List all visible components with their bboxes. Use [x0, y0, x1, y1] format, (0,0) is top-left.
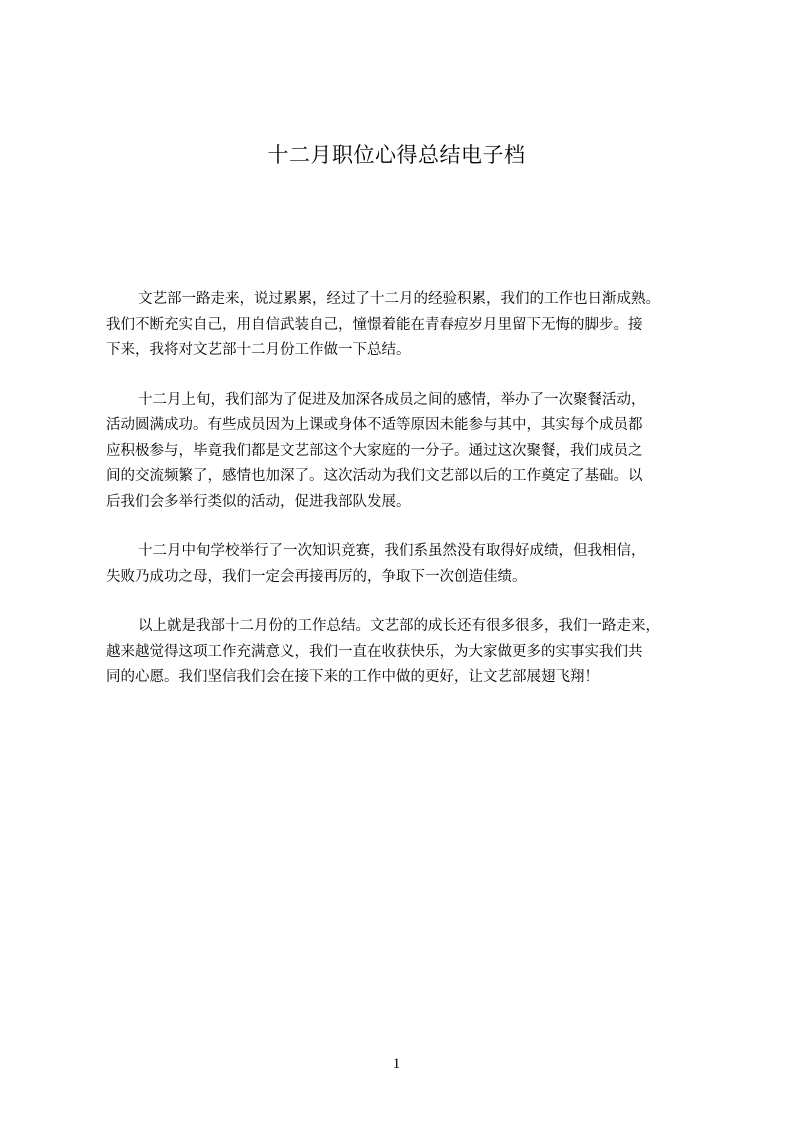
paragraph-4 [106, 614, 696, 691]
paragraph-line: 文艺部一路走来，说过累累，经过了十二月的经验积累，我们的工作也日渐成熟。 [138, 291, 660, 307]
paragraph-line: 活动圆满成功。有些成员因为上课或身体不适等原因未能参与其中，其实每个成员都 [106, 417, 643, 433]
paragraph-line: 同的心愿。我们坚信我们会在接下来的工作中做的更好，让文艺部展翅飞翔！ [106, 669, 599, 685]
paragraph-line: 失败乃成功之母，我们一定会再接再厉的，争取下一次创造佳绩。 [106, 568, 527, 585]
paragraph-1 [106, 287, 696, 364]
paragraph-3 [106, 539, 696, 590]
paragraph-line: 下来，我将对文艺部十二月份工作做一下总结。 [106, 342, 411, 358]
paragraph-line: 间的交流频繁了，感情也加深了。这次活动为我们文艺部以后的工作奠定了基础。以 [106, 468, 643, 484]
paragraph-line: 以上就是我部十二月份的工作总结。文艺部的成长还有很多很多，我们一路走来， [138, 618, 660, 634]
paragraph-line: 我们不断充实自己，用自信武装自己，憧憬着能在青春痘岁月里留下无悔的脚步。接 [106, 316, 643, 333]
paragraph-2 [106, 388, 696, 516]
page-number: 1 [392, 1056, 401, 1072]
document-body [106, 287, 696, 715]
document-title: 十二月职位心得总结电子档 [267, 143, 526, 167]
paragraph-line: 十二月中旬学校举行了一次知识竞赛，我们系虽然没有取得好成绩，但我相信， [138, 543, 646, 559]
paragraph-line: 十二月上旬，我们部为了促进及加深各成员之间的感情，举办了一次聚餐活动， [138, 391, 646, 408]
paragraph-line: 应积极参与，毕竟我们都是文艺部这个大家庭的一分子。通过这次聚餐，我们成员之 [106, 442, 643, 459]
paragraph-line: 后我们会多举行类似的活动，促进我部队发展。 [106, 493, 411, 510]
paragraph-line: 越来越觉得这项工作充满意义，我们一直在收获快乐，为大家做更多的实事实我们共 [106, 643, 643, 660]
